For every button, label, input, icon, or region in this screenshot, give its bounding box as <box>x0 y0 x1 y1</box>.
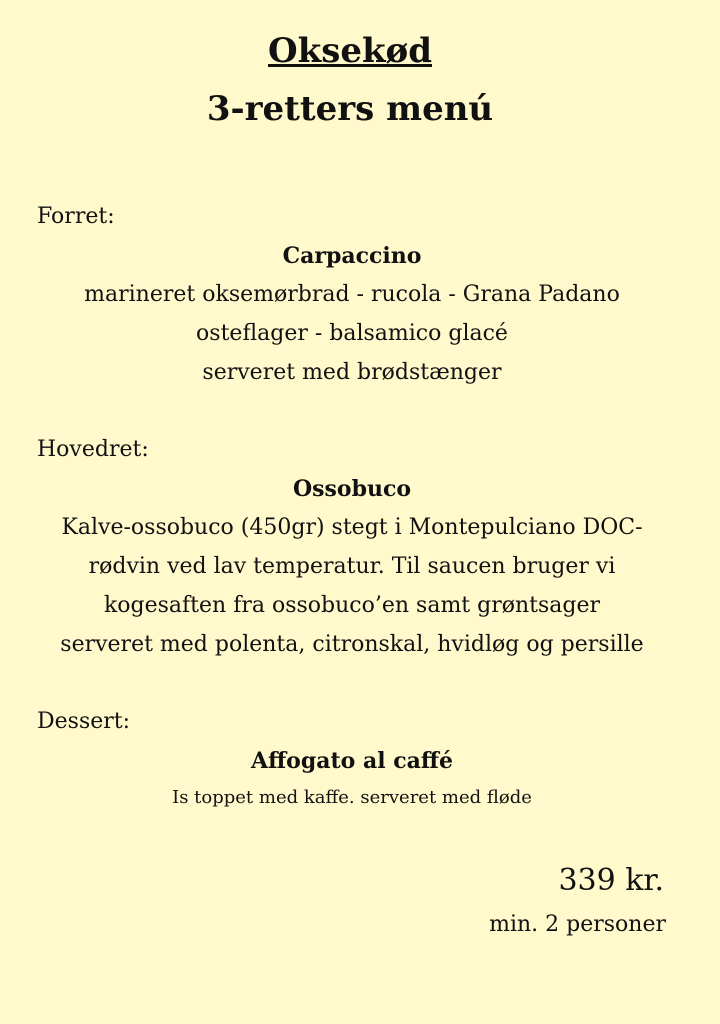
menu-title: Oksekød <box>268 31 432 71</box>
dish-description-line: rødvin ved lav temperatur. Til saucen bruger vi <box>88 554 616 579</box>
menu-subtitle: 3-retters menú <box>206 89 494 129</box>
menu-price: 339 kr. <box>558 863 664 898</box>
dish-name-starter: Carpaccino <box>282 243 422 269</box>
dish-description-line: osteflager - balsamico glacé <box>196 321 508 346</box>
minimum-persons-note: min. 2 personer <box>489 912 666 937</box>
course-label-starter: Forret: <box>37 204 115 229</box>
dish-description-line: kogesaften fra ossobuco’en samt grøntsager <box>103 593 601 618</box>
dish-description-line: serveret med brødstænger <box>202 360 502 385</box>
dish-name-main: Ossobuco <box>292 476 412 502</box>
course-label-dessert: Dessert: <box>37 709 131 734</box>
course-label-main: Hovedret: <box>37 437 149 462</box>
dish-description-line: marineret oksemørbrad - rucola - Grana Padano <box>84 282 620 307</box>
dish-name-dessert: Affogato al caffé <box>251 748 453 774</box>
dish-description-line: Kalve-ossobuco (450gr) stegt i Montepulciano DOC- <box>61 515 643 540</box>
dish-description-line: serveret med polenta, citronskal, hvidløg og persille <box>60 632 644 657</box>
dish-description-line: Is toppet med kaffe. serveret med fløde <box>172 787 532 808</box>
